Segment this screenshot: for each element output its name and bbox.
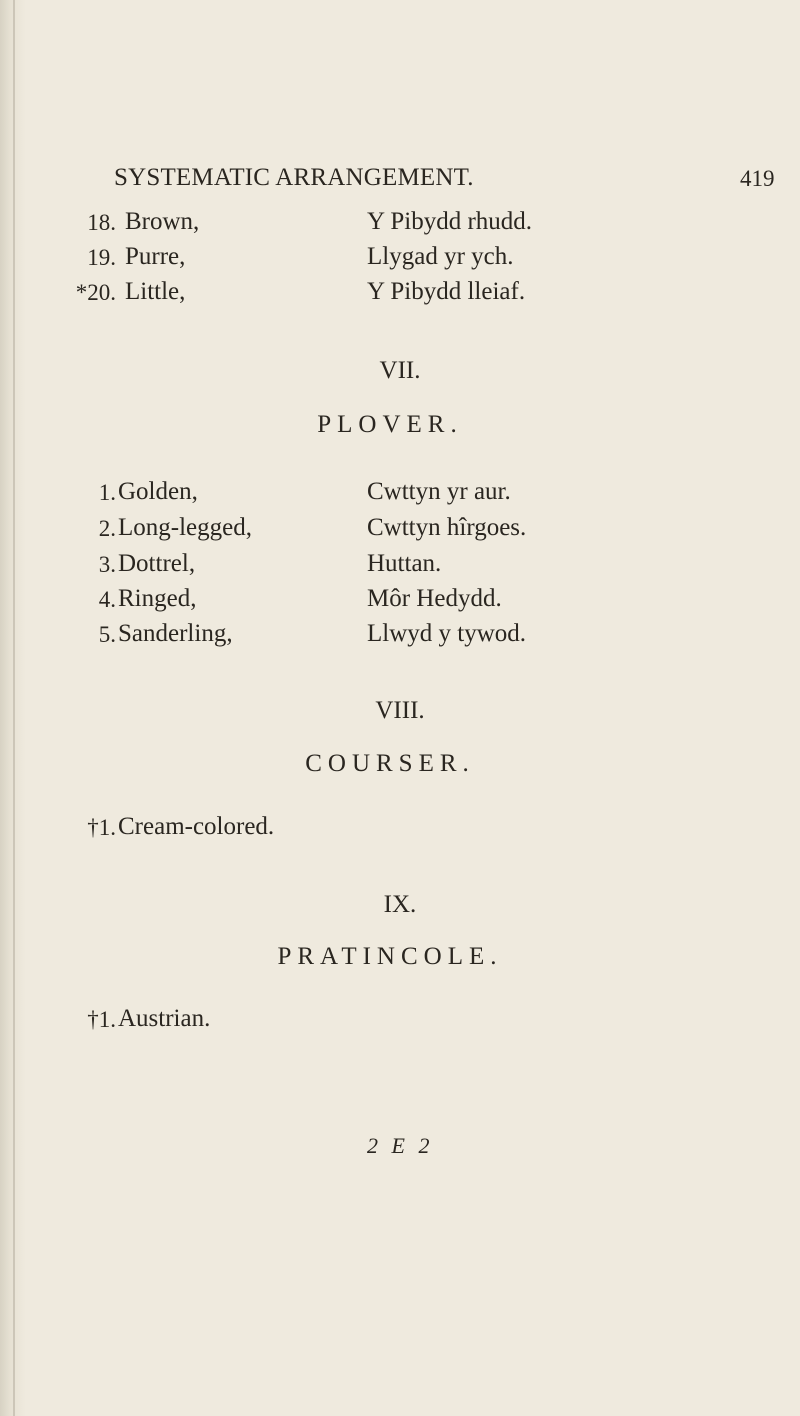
section-numeral: IX. — [383, 891, 417, 918]
printer-signature: 2 E 2 — [367, 1133, 434, 1158]
entry-welsh-name: Y Pibydd rhudd. — [367, 208, 533, 235]
entry-english-name: Little, — [125, 278, 186, 305]
running-head: SYSTEMATIC ARRANGEMENT. — [114, 164, 474, 191]
entry-number: 5. — [98, 622, 116, 647]
entry-number: 1. — [98, 480, 116, 505]
section-numeral: VII. — [379, 357, 421, 384]
entry-number: 18. — [87, 210, 116, 235]
entry-number: 3. — [98, 552, 116, 577]
entry-number: *20. — [75, 280, 116, 305]
entry-english-name: Brown, — [125, 208, 200, 235]
section-title: PLOVER. — [317, 411, 463, 438]
page-gutter-line — [13, 0, 15, 1416]
section-title: COURSER. — [305, 750, 475, 777]
entry-welsh-name: Llygad yr ych. — [367, 243, 514, 270]
section-title: PRATINCOLE. — [277, 943, 503, 970]
entry-english-name: Golden, — [118, 478, 198, 505]
entry-welsh-name: Y Pibydd lleiaf. — [367, 278, 526, 305]
entry-welsh-name: Môr Hedydd. — [367, 585, 502, 612]
entry-english-name: Long-legged, — [118, 514, 252, 541]
entry-number: †1. — [87, 815, 116, 840]
entry-english-name: Ringed, — [118, 585, 197, 612]
entry-english-name: Austrian. — [118, 1005, 211, 1032]
entry-welsh-name: Huttan. — [367, 550, 442, 577]
entry-number: 2. — [98, 516, 116, 541]
entry-english-name: Purre, — [125, 243, 186, 270]
entry-number: †1. — [87, 1007, 116, 1032]
entry-english-name: Cream-colored. — [118, 813, 275, 840]
entry-number: 19. — [87, 245, 116, 270]
section-numeral: VIII. — [375, 697, 425, 724]
entry-english-name: Sanderling, — [118, 620, 233, 647]
entry-number: 4. — [98, 587, 116, 612]
page-number: 419 — [740, 166, 775, 191]
entry-welsh-name: Cwttyn hîrgoes. — [367, 514, 527, 541]
entry-english-name: Dottrel, — [118, 550, 196, 577]
entry-welsh-name: Cwttyn yr aur. — [367, 478, 511, 505]
entry-welsh-name: Llwyd y tywod. — [367, 620, 527, 647]
